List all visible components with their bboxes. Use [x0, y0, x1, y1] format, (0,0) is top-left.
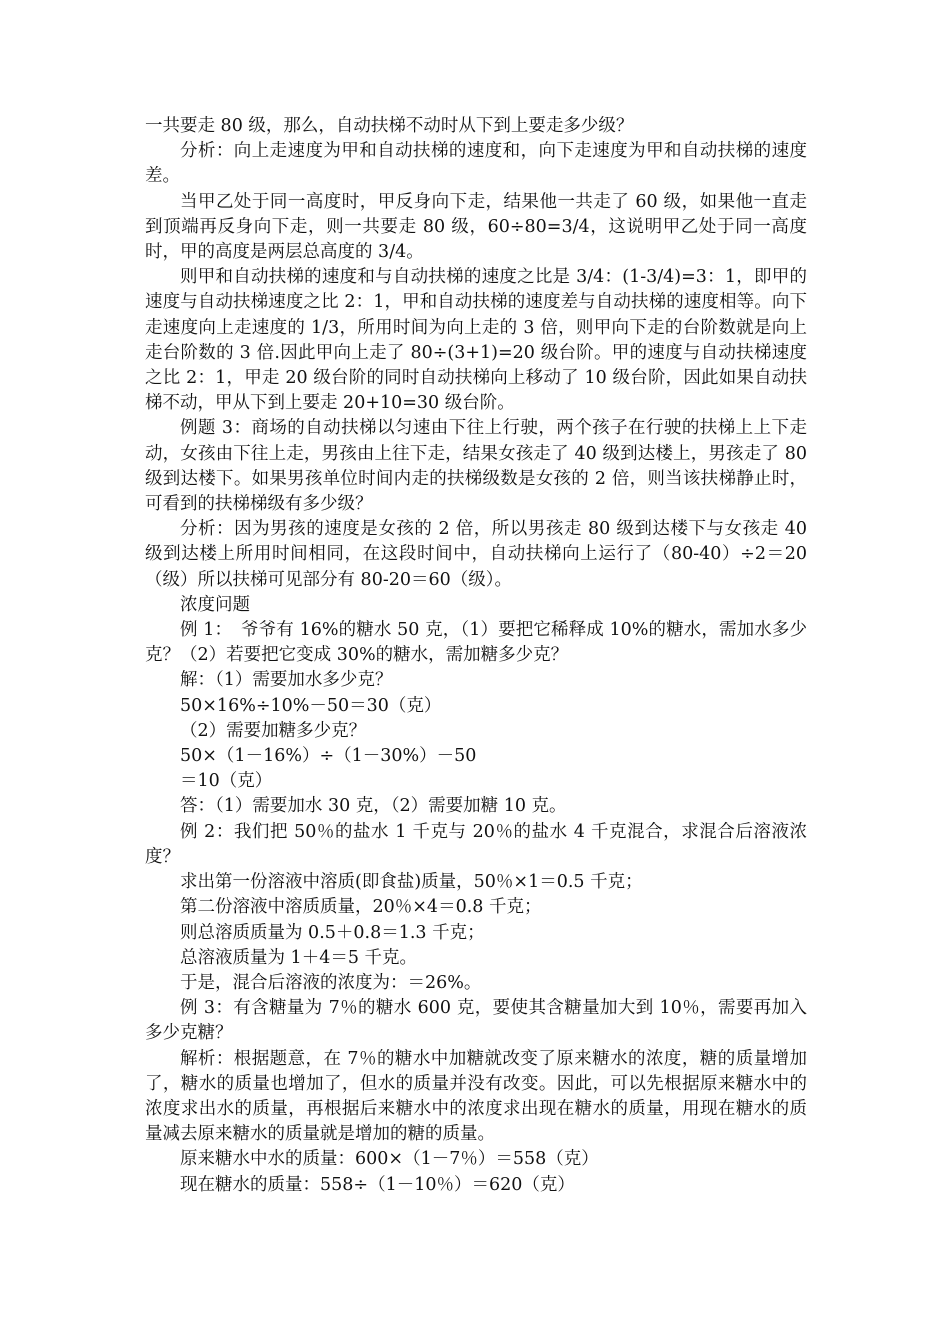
equation-line: 50×（1－16%）÷（1－30%）－50 [180, 746, 477, 767]
paragraph: 例 3：有含糖量为 7％的糖水 600 克，要使其含糖量加大到 10％，需要再加入多少克糖？ [145, 998, 807, 1044]
section-heading: 浓度问题 [180, 594, 250, 615]
paragraph: 当甲乙处于同一高度时，甲反身向下走，结果他一共走了 60 级，如果他一直走到顶端再反身向下走，则一共要走 80 级，60÷80=3/4，这说明甲乙处于同一高度时，甲的高度是两层总高度的 3/4。 [145, 191, 807, 263]
equation-line: 原来糖水中水的质量：600×（1－7％）＝558（克） [180, 1149, 599, 1170]
document-body [145, 114, 807, 1198]
paragraph: 总溶液质量为 1＋4＝5 千克。 [180, 947, 418, 968]
paragraph: 例题 3：商场的自动扶梯以匀速由下往上行驶，两个孩子在行驶的扶梯上上下走动，女孩由下往上走，男孩由上往下走，结果女孩走了 40 级到达楼上，男孩走了 80 级到达楼下。如果男孩单位时间内走的扶梯级数是女孩的 2 倍，则当该扶梯静止时，可看到的扶梯梯级有多少级？ [145, 418, 807, 515]
paragraph: 分析：向上走速度为甲和自动扶梯的速度和，向下走速度为甲和自动扶梯的速度差。 [145, 141, 807, 187]
paragraph: 第二份溶液中溶质质量，20％×4＝0.8 千克； [180, 897, 542, 918]
paragraph: 则甲和自动扶梯的速度和与自动扶梯的速度之比是 3/4：(1-3/4)=3：1，即甲的速度与自动扶梯速度之比 2：1，甲和自动扶梯的速度差与自动扶梯的速度相等。向下走速度向上走速度的 1/3，所用时间为向上走的 3 倍，则甲向下走的台阶数就是向上走台阶数的 3 倍.因此甲向上走了 80÷(3+1)=20 级台阶。甲的速度与自动扶梯速度之比 2：1，甲走 20 级台阶的同时自动扶梯向上移动了 10 级台阶，因此如果自动扶梯不动，甲从下到上要走 20+10=30 级台阶。 [145, 267, 807, 414]
equation-line: 50×16%÷10%－50＝30（克） [180, 695, 442, 716]
equation-line: ＝10（克） [180, 771, 273, 792]
paragraph: 则总溶质质量为 0.5＋0.8＝1.3 千克； [180, 922, 485, 943]
paragraph: 解析：根据题意，在 7％的糖水中加糖就改变了原来糖水的浓度，糖的质量增加了，糖水的质量也增加了，但水的质量并没有改变。因此，可以先根据原来糖水中的浓度求出水的质量，再根据后来糖水中的浓度求出现在糖水的质量，用现在糖水的质量减去原来糖水的质量就是增加的糖的质量。 [145, 1048, 807, 1145]
paragraph: 解：（1）需要加水多少克？ [180, 670, 393, 691]
paragraph: 求出第一份溶液中溶质(即食盐)质量，50％×1＝0.5 千克； [180, 872, 643, 893]
paragraph: 分析：因为男孩的速度是女孩的 2 倍，所以男孩走 80 级到达楼下与女孩走 40 级到达楼上所用时间相同，在这段时间中，自动扶梯向上运行了（80-40）÷2＝20（级）所以扶梯可见部分有 80-20＝60（级）。 [145, 519, 807, 590]
paragraph: 答：（1）需要加水 30 克，（2）需要加糖 10 克。 [180, 796, 567, 817]
paragraph: 例 2：我们把 50％的盐水 1 千克与 20％的盐水 4 千克混合，求混合后溶液浓度？ [145, 821, 807, 867]
paragraph: 例 1： 爷爷有 16%的糖水 50 克，（1）要把它稀释成 10%的糖水，需加水多少克？（2）若要把它变成 30%的糖水，需加糖多少克？ [145, 620, 807, 666]
paragraph: 一共要走 80 级，那么，自动扶梯不动时从下到上要走多少级？ [145, 116, 634, 136]
paragraph: （2）需要加糖多少克？ [180, 720, 367, 741]
paragraph: 于是，混合后溶液的浓度为：＝26%。 [180, 972, 482, 993]
equation-line: 现在糖水的质量：558÷（1－10％）＝620（克） [180, 1174, 575, 1195]
